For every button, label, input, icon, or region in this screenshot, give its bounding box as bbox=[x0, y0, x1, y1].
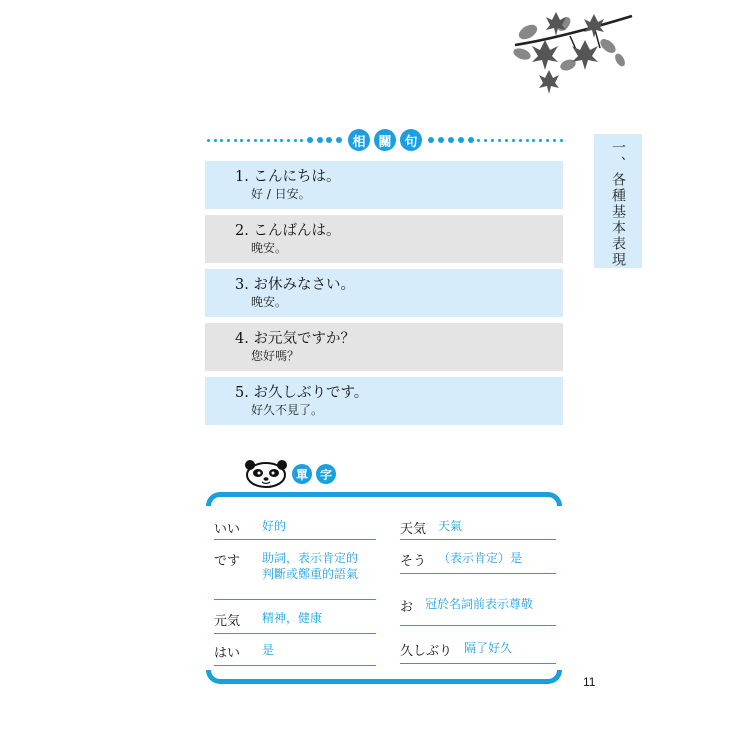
section-header bbox=[207, 126, 563, 154]
sentence-translation: 好 / 日安。 bbox=[251, 187, 311, 201]
vocab-row bbox=[400, 506, 556, 540]
sentence-translation: 晚安。 bbox=[251, 241, 288, 255]
vocab-word: はい bbox=[214, 646, 241, 661]
maple-branch-icon bbox=[500, 10, 640, 95]
section-title bbox=[348, 129, 422, 151]
vocab-box-bottom-border bbox=[206, 670, 562, 684]
vocab-row bbox=[400, 574, 556, 626]
vocab-box-top-border bbox=[206, 492, 562, 506]
vocab-box bbox=[206, 492, 562, 684]
sentence-list bbox=[205, 161, 563, 431]
sentence-item bbox=[205, 323, 563, 371]
vocab-meaning: （表示肯定）是 bbox=[438, 551, 523, 565]
sentence-translation: 好久不見了。 bbox=[251, 403, 324, 417]
vocab-word: です bbox=[214, 554, 241, 569]
chapter-tab-label: 一、各種基本表現 bbox=[610, 140, 626, 268]
section-title-char: 關 bbox=[374, 129, 396, 151]
sentence-japanese: 3. お休みなさい。 bbox=[235, 277, 355, 293]
sentence-translation: 您好嗎？ bbox=[251, 349, 300, 363]
panda-icon bbox=[244, 460, 288, 488]
vocab-meaning: 隔了好久 bbox=[464, 641, 513, 655]
vocab-meaning: 助詞，表示肯定的判斷或鄭重的語氣 bbox=[262, 551, 359, 581]
vocab-column-right bbox=[400, 506, 556, 664]
vocab-meaning: 冠於名詞前表示尊敬 bbox=[425, 597, 534, 611]
section-title-char: 相 bbox=[348, 129, 370, 151]
vocab-word: お bbox=[400, 600, 414, 615]
vocab-word: いい bbox=[214, 522, 241, 537]
page-number: 11 bbox=[583, 675, 596, 689]
vocab-row bbox=[214, 634, 376, 666]
vocab-meaning: 精神，健康 bbox=[262, 611, 323, 625]
vocab-meaning: 好的 bbox=[262, 519, 287, 533]
vocab-row bbox=[214, 540, 376, 600]
vocab-word: そう bbox=[400, 554, 427, 569]
vocab-word: 久しぶり bbox=[400, 644, 453, 659]
chapter-tab bbox=[594, 134, 642, 268]
sentence-item bbox=[205, 161, 563, 209]
vocab-row bbox=[214, 506, 376, 540]
vocab-row bbox=[214, 600, 376, 634]
sentence-japanese: 5. お久しぶりです。 bbox=[235, 385, 369, 401]
vocab-title-char: 字 bbox=[316, 464, 336, 484]
section-title-char: 句 bbox=[400, 129, 422, 151]
dotted-divider-left bbox=[207, 137, 342, 143]
vocab-meaning: 是 bbox=[262, 643, 275, 657]
vocab-column-left bbox=[214, 506, 376, 666]
sentence-japanese: 4. お元気ですか？ bbox=[235, 331, 355, 347]
vocab-header bbox=[244, 458, 336, 490]
dotted-divider-right bbox=[428, 137, 563, 143]
sentence-item bbox=[205, 269, 563, 317]
sentence-item bbox=[205, 377, 563, 425]
vocab-meaning: 天氣 bbox=[438, 519, 463, 533]
sentence-item bbox=[205, 215, 563, 263]
vocab-word: 元気 bbox=[214, 614, 241, 629]
vocab-title-char: 單 bbox=[292, 464, 312, 484]
vocab-row bbox=[400, 540, 556, 574]
vocab-row bbox=[400, 626, 556, 664]
sentence-japanese: 2. こんばんは。 bbox=[235, 223, 341, 239]
vocab-word: 天気 bbox=[400, 522, 427, 537]
sentence-japanese: 1. こんにちは。 bbox=[235, 169, 341, 185]
sentence-translation: 晚安。 bbox=[251, 295, 288, 309]
